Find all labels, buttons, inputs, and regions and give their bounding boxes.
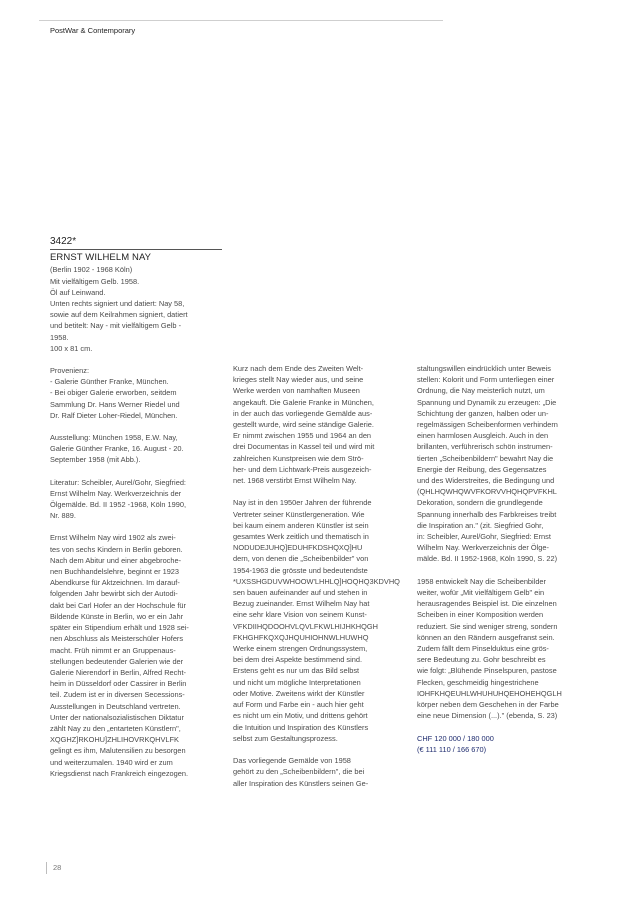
header-rule bbox=[39, 20, 443, 21]
page-number: 28 bbox=[53, 863, 62, 872]
lot-info-column bbox=[50, 236, 218, 779]
lot-divider bbox=[50, 249, 222, 250]
section-title: PostWar & Contemporary bbox=[50, 26, 136, 35]
page-number-bar bbox=[46, 862, 47, 874]
provenance: Provenienz: - Galerie Günther Franke, München. - Bei obiger Galerie erworben, seitdem Sammlung Dr. Hans Werner Riedel und Dr. Ralf Dieter Loher-Riedel, München. bbox=[50, 366, 180, 420]
lot-number: 3422* bbox=[50, 236, 77, 247]
artwork-details: (Berlin 1902 - 1968 Köln) Mit vielfältigem Gelb. 1958. Öl auf Leinwand. Unten rechts signiert und datiert: Nay 58, sowie auf dem Keilrahmen signiert, datiert und betitelt: Nay - mit vielfältigem Gelb - 1958. 100 x 81 cm. bbox=[50, 265, 188, 353]
essay-text-3: staltungswillen eindrücklich unter Beweis stellen: Kolorit und Form unterliegen einer Ordnung, die Nay meisterlich nutzt, um Spannung und Dynamik zu erzeugen: „Die Schichtung der ganzen, halben oder un- regelmässigen Scheibenformen verhindern einen harmlosen Ausgleich. Auch in den brillanten, verführerisch schön instrumen- tierten „Scheibenbildern" bewahrt Nay die Energie der Reibung, des Gegensatzes und des Widerstreites, die Bedingung und (QHLHQWHQWVFKORVVHQHQPVFKHL Dekoration, sondern die grundlegende Spannung innerhalb des Farbkreises treibt die Inspiration an." (zit. Siegfried Gohr, in: Scheibler, Aurel/Gohr, Siegfried: Ernst Wilhelm Nay. Werkverzeichnis der Ölge- mälde. Bd. II 1952-1968, Köln 1990, S. 22) 1958 entwickelt Nay die Scheibenbilder weiter, wofür „Mit vielfältigem Gelb" ein herausragendes Beispiel ist. Die einzelnen Scheiben in einer Komposition werden reduziert. Sie sind weniger streng, sondern können an den Rändern ausgefranst sein. Zudem fällt dem Pinselduktus eine grös- sere Bedeutung zu. Gohr beschreibt es wie folgt: „Blühende Pinselspuren, pastose Flecken, geschmeidig hingestrichene IOHFKHQEUHLWHUHUHQEHOHEHQGLH körper neben dem Geschehen in der Farbe eine neue Dimension (...)." (ebenda, S. 23) bbox=[417, 364, 562, 721]
artist-name: ERNST WILHELM NAY bbox=[50, 252, 152, 264]
biography-text: Ernst Wilhelm Nay wird 1902 als zwei- tes von sechs Kindern in Berlin geboren. Nach dem Abitur und einer abgebroche- nen Buchhandelslehre, beginnt er 1923 Abendkurse für Aktzeichnen. Im darauf- folgenden Jahr bewirbt sich der Autodi- dakt bei Carl Hofer an der Hochschule für Bildende Künste in Berlin, wo er ein Jahr später ein Stipendium erhält und 1928 sei- nen Abschluss als Meisterschüler Hofers macht. Früh nimmt er an Gruppenaus- stellungen bedeutender Galerien wie der Galerie Nierendorf in Berlin, Alfred Recht- heim in Düsseldorf oder Cassirer in Berlin teil. Zudem ist er in diversen Secessions- Ausstellungen in Deutschland vertreten. Unter der nationalsozialistischen Diktatur zählt Nay zu den „entarteten Künstlern", XQGHZ]RKOHU]ZHLIHOVRKQHVLFK gelingt es ihm, Malutensilien zu besorgen und weiterzumalen. 1940 wird er zum Kriegsdienst nach Frankreich eingezogen. bbox=[50, 533, 189, 778]
literature: Literatur: Scheibler, Aurel/Gohr, Siegfried: Ernst Wilhelm Nay. Werkverzeichnis der Ölgemälde. Bd. II 1952 -1968, Köln 1990, Nr. 889. bbox=[50, 477, 186, 521]
essay-text-2: Kurz nach dem Ende des Zweiten Welt- krieges stellt Nay wieder aus, und seine Werke werden von namhaften Museen angekauft. Die Galerie Franke in München, in der auch das vorliegende Gemälde aus- gestellt wurde, wird seine ständige Galerie. Er nimmt zwischen 1955 und 1964 an den drei Documentas in Kassel teil und wird mit zahlreichen Kunstpreisen wie dem Strö- her- und dem Lichtwark-Preis ausgezeich- net. 1968 verstirbt Ernst Wilhelm Nay. Nay ist in den 1950er Jahren der führende Vertreter seiner Künstlergeneration. Wie bei kaum einem anderen Künstler ist sein gesamtes Werk zeitlich und thematisch in NODUDEJUHQ]EDUHFKDSHQXQ]HU dern, von denen die „Scheibenbilder" von 1954-1963 die grösste und bedeutendste *UXSSHGDUVWHOOW'LHHLQ]HOQHQ3KDVHQ sen bauen aufeinander auf und stehen in Bezug zueinander. Ernst Wilhelm Nay hat eine sehr klare Vision von seinem Kunst- VFKDIIHQDOOHVLQVLFKWLHIJHKHQGH FKHGHFKQXQJHQUHIOHNWLHUWHQ Werke einem strengen Ordnungssystem, bei dem drei Aspekte bestimmend sind. Erstens geht es nur um das Bild selbst und nicht um mögliche Interpretationen oder Motive. Zweitens wirkt der Künstler auf Form und Farbe ein - auch hier geht es nicht um ein Motiv, und drittens gehört die Intuition und Inspiration des Künstlers selbst zum Gestaltungsprozess. Das vorliegende Gemälde von 1958 gehört zu den „Scheibenbildern", die bei aller Inspiration des Künstlers seinen Ge- bbox=[233, 364, 400, 788]
essay-column-2 bbox=[233, 363, 401, 789]
essay-column-3 bbox=[417, 363, 585, 755]
price-estimate: CHF 120 000 / 180 000 (€ 111 110 / 166 670) bbox=[417, 733, 494, 754]
exhibition: Ausstellung: München 1958, E.W. Nay, Galerie Günther Franke, 16. August - 20. September 1958 (mit Abb.). bbox=[50, 433, 184, 465]
